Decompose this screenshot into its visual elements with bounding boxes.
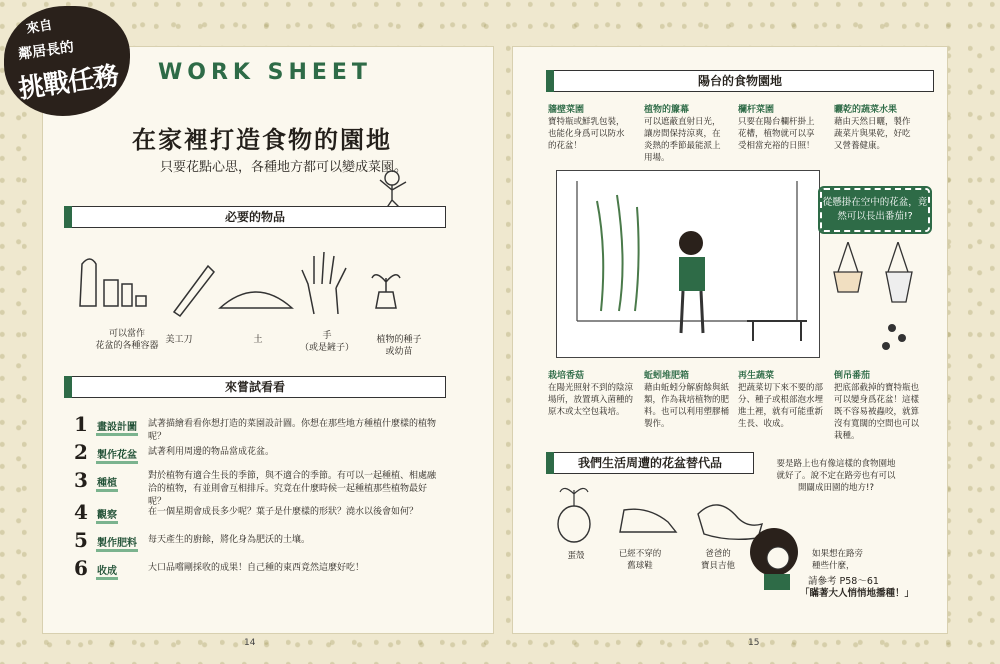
reference-line-2: 種些什麼，	[812, 561, 855, 571]
caption-text: 在陽光照射不到的陰涼場所，放置填入菌種的原木或太空包栽培。	[548, 383, 634, 417]
caption-title: 曬乾的蔬菜水果	[834, 105, 898, 115]
step-name: 畫設計圖	[96, 418, 138, 436]
item-label-seeds	[364, 334, 434, 358]
caption-title: 蚯蚓堆肥箱	[644, 371, 690, 381]
alt-label-shoes	[610, 548, 670, 572]
badge-line-2: 鄰居長的	[17, 39, 75, 63]
seedling-icon	[364, 264, 414, 314]
caption-text: 只要在陽台欄杆掛上花槽，植物就可以享受相當充裕的日照！	[738, 117, 815, 151]
alt-pots-header: 我們生活周遭的花盆替代品	[546, 452, 754, 474]
alt-label-eggshell: 蛋殼	[567, 551, 585, 561]
step-name: 觀察	[96, 506, 118, 524]
item-label-line1: 手	[322, 331, 332, 341]
worksheet-heading: WORK SHEET	[158, 60, 372, 85]
caption-title: 植物的簾幕	[644, 105, 690, 115]
container-icon	[78, 250, 158, 310]
step-number: 2	[74, 440, 88, 464]
step-text: 大口品嚐剛採收的成果！自己種的東西竟然這麼好吃！	[148, 563, 365, 573]
step-name: 製作花盆	[96, 446, 138, 464]
balcony-drawing	[557, 171, 819, 357]
step-text: 每天產生的廚餘，將化身為肥沃的土壤。	[148, 535, 311, 545]
caption-title: 欄杆菜園	[738, 105, 775, 115]
item-label-line1: 可以當作	[108, 329, 145, 339]
step-name: 收成	[96, 562, 118, 580]
caption-text: 寶特瓶或鮮乳包裝，也能化身爲可以防水的花盆！	[548, 117, 625, 151]
step-number: 4	[74, 500, 88, 524]
step-number: 6	[74, 556, 88, 580]
hanging-pots-illustration	[828, 242, 928, 362]
page-subtitle: 只要花點心思，各種地方都可以變成菜園。	[160, 160, 408, 175]
step-text: 對於植物有適合生長的季節，與不適合的季節。有可以一起種植、相處融洽的植物，有並則會互相排斥。究竟在什麼時候一起種植那些植物最好呢？	[148, 471, 437, 507]
caption-text: 藉由天然日曬，製作蔬菜片與果乾，好吃又營養健康。	[834, 117, 911, 151]
caption-title: 牆壁菜園	[548, 105, 585, 115]
reference-page-range: 請參考 P58～61	[808, 576, 879, 587]
cutter-icon	[168, 258, 218, 318]
item-label-line2: 或幼苗	[385, 347, 413, 357]
alt-label-line1: 已經不穿的	[618, 549, 662, 559]
caption-text: 把底部截掉的寶特瓶也可以變身爲花盆！這樣既不容易被蟲咬，就算沒有寬闊的空間也可以栽種。	[834, 383, 920, 441]
caption-text: 藉由蚯蚓分解廚餘與紙類，作為栽培植物的肥料。也可以利用塑膠桶製作。	[644, 383, 730, 429]
alt-label-line1: 爸爸的	[705, 549, 731, 559]
item-label-cutter: 美工刀	[165, 335, 193, 345]
step-name: 種植	[96, 474, 118, 492]
step-number: 1	[74, 412, 88, 436]
try-it-header: 來嘗試看看	[64, 376, 446, 398]
hanging-tomato-bubble: 從懸掛在空中的花盆，竟然可以長出番茄!?	[820, 188, 930, 232]
caption-title: 栽培香菇	[548, 371, 585, 381]
caption-text: 可以遮蔽直射日光，讓房間保持涼爽，在炎熱的季節最能派上用場。	[644, 117, 721, 163]
reference-chapter: 「瞞著大人悄悄地播種！」	[800, 588, 915, 599]
step-text: 在一個星期會成長多少呢？葉子是什麼樣的形狀？澆水以後會如何？	[148, 507, 419, 517]
girl-illustration	[738, 520, 808, 590]
step-text: 試著利用周邊的物品當成花盆。	[148, 447, 275, 457]
plant-curtain	[597, 195, 639, 311]
soil-icon	[216, 282, 296, 312]
step-number: 3	[74, 468, 88, 492]
step-name: 製作肥料	[96, 534, 138, 552]
badge-line-3: 挑戰任務	[16, 61, 120, 105]
hand-icon	[296, 248, 356, 318]
alt-label-line2: 寶貝吉他	[700, 561, 735, 571]
item-label-hand	[292, 330, 362, 354]
thought-bubble-text: 要是路上也有像這樣的食物園地就好了。說不定在路旁也有可以開闢成田園的地方!?	[776, 459, 896, 493]
badge-line-1: 來自	[25, 17, 54, 38]
step-text: 試著描繪看看你想打造的菜園設計圖。你想在那些地方種植什麼樣的植物呢？	[148, 419, 437, 442]
person-shirt	[679, 257, 705, 291]
alt-label-line2: 舊球鞋	[627, 561, 653, 571]
page-number-left: 14	[244, 638, 256, 648]
alt-pots-illustration	[548, 484, 768, 544]
item-label-line1: 植物的種子	[376, 335, 422, 345]
balcony-illustration	[556, 170, 820, 358]
item-label-line2: 花盆的各種容器	[95, 341, 159, 351]
caption-title: 倒吊番茄	[834, 371, 871, 381]
page-title: 在家裡打造食物的園地	[132, 126, 392, 154]
step-number: 5	[74, 528, 88, 552]
page-number-right: 15	[748, 638, 760, 648]
balcony-garden-header: 陽台的食物園地	[546, 70, 934, 92]
reference-line-1: 如果想在路旁	[812, 549, 864, 559]
item-label-soil: 土	[253, 335, 263, 345]
person-head	[679, 231, 703, 255]
item-label-line2: （或是鏟子）	[299, 343, 354, 353]
caption-title: 再生蔬菜	[738, 371, 775, 381]
needed-items-header: 必要的物品	[64, 206, 446, 228]
caption-text: 把蔬菜切下來不要的部分、種子或根部泡水埋進土裡，就有可能重新生長、收成。	[738, 383, 824, 429]
